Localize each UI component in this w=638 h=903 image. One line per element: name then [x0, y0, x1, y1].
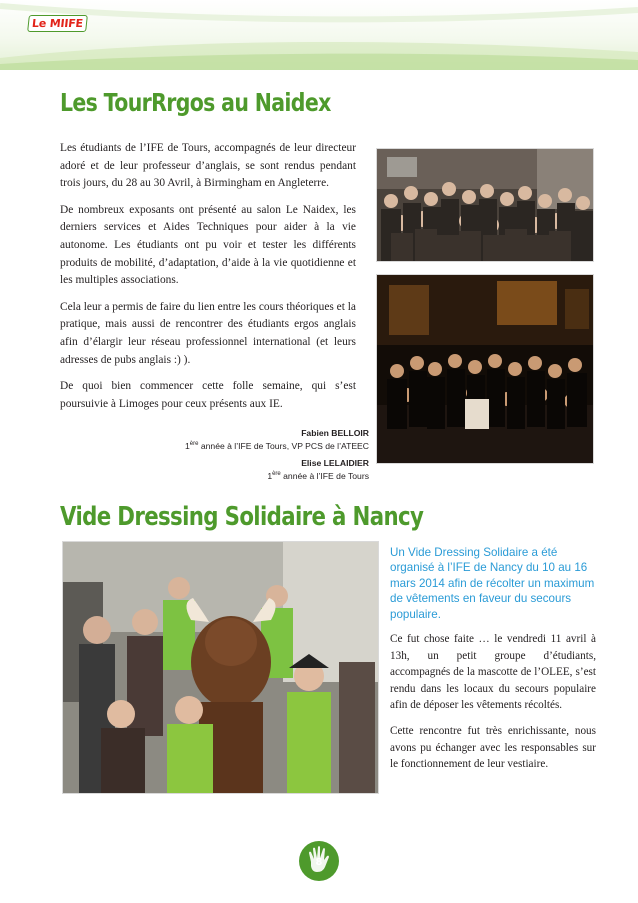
- author-name: Fabien BELLOIR: [301, 428, 369, 438]
- author-role: 1ère année à l’IFE de Tours: [267, 470, 369, 481]
- author-role: 1ère année à l’IFE de Tours, VP PCS de l’ATEEC: [185, 440, 369, 451]
- author-name: Elise LELAIDIER: [301, 458, 369, 468]
- paragraph: Cette rencontre fut très enrichissante, nous avons pu échanger avec les responsables sur le fonctionnement de leur vestiaire.: [390, 724, 596, 771]
- paragraph: Cela leur a permis de faire du lien entre les cours théoriques et la pratique, mais aussi de rencontrer des étudiants ergos anglais afin d’élargir leur réseau professionnel international (et leurs adresses de pubs anglais :) ).: [60, 300, 356, 366]
- night-street-photo: [376, 274, 594, 464]
- paragraph: De nombreux exposants ont présenté au salon Le Naidex, les derniers services et Aides Techniques pour aider à la vie autonome. Les étudiants ont pu voir et tester les différents produits de mobilité, d’adaptation, d’aide à la vie quotidienne et les multiples associations.: [60, 203, 356, 287]
- page-number: 8: [315, 857, 323, 868]
- paragraph: De quoi bien commencer cette folle semaine, qui s’est poursuivie à Limoges pour ceux présents aux IE.: [60, 380, 356, 410]
- article-body: [60, 140, 356, 422]
- logo: Le MIIFE: [27, 15, 88, 32]
- group-photo: [376, 148, 594, 262]
- section-title: Les TourRrgos au Naidex: [60, 88, 331, 117]
- mascot-group-photo: [62, 541, 379, 794]
- signature: [267, 458, 369, 482]
- signature: [185, 428, 369, 452]
- section-intro: Un Vide Dressing Solidaire a été organisé à l’IFE de Nancy du 10 au 16 mars 2014 afin de récolter un maximum de vêtements en faveur du secours populaire.: [390, 546, 595, 621]
- paragraph: Les étudiants de l’IFE de Tours, accompagnés de leur directeur adoré et de leur professeur d’anglais, se sont rendus pendant trois jours, du 28 au 30 Avril, à Birmingham en Angleterre.: [60, 142, 356, 190]
- header-swoosh: [0, 0, 638, 70]
- page-badge: [298, 840, 340, 882]
- article-body: [390, 631, 596, 782]
- header-band: [0, 0, 638, 70]
- section-title: Vide Dressing Solidaire à Nancy: [60, 502, 424, 532]
- paragraph: Ce fut chose faite … le vendredi 11 avril à 13h, un petit groupe d’étudiants, accompagnés de la mascotte de l’OLEE, s’est rendu dans les locaux du secours populaire afin de déposer les vêtements récoltés.: [390, 633, 596, 712]
